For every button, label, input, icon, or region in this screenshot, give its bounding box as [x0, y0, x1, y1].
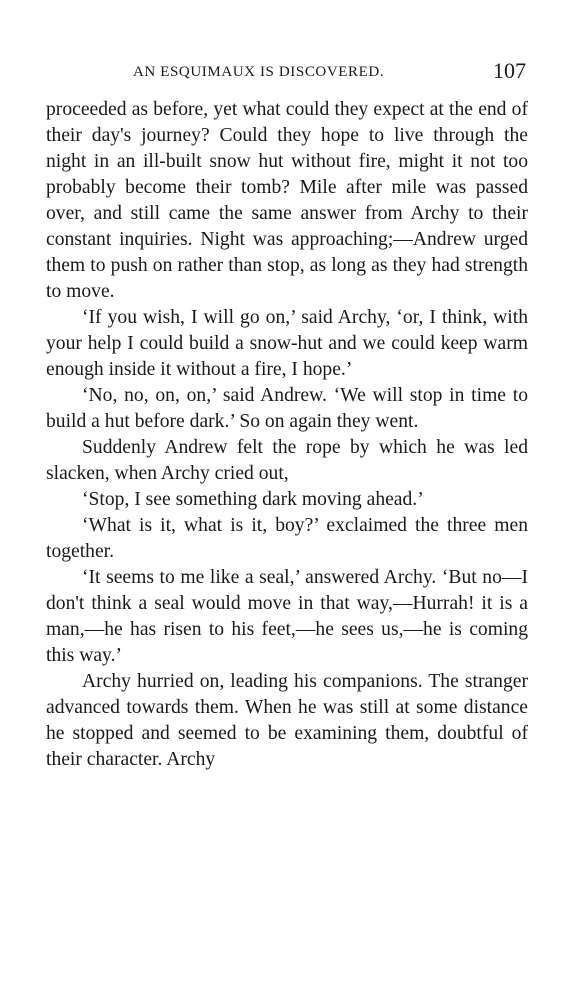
body-text	[46, 97, 528, 773]
paragraph: proceeded as before, yet what could they expect at the end of their day's journey? Could they hope to live through the night in an ill-built snow hut without fire, might it not too probably become their tomb? Mile after mile was passed over, and still came the same answer from Archy to their constant inquiries. Night was approaching;—Andrew urged them to push on rather than stop, as long as they had strength to move.	[46, 99, 528, 302]
paragraph: ‘What is it, what is it, boy?’ exclaimed the three men together.	[46, 515, 528, 562]
paragraph: Archy hurried on, leading his companions. The stranger advanced towards them. When he was still at some distance he stopped and seemed to be examining them, doubtful of their character. Archy	[46, 671, 528, 770]
page-number: 107	[493, 58, 526, 83]
running-head	[46, 58, 528, 88]
paragraph: ‘It seems to me like a seal,’ answered Archy. ‘But no—I don't think a seal would move in that way,—Hurrah! it is a man,—he has risen to his feet,—he sees us,—he is coming this way.’	[46, 567, 528, 666]
paragraph: ‘If you wish, I will go on,’ said Archy, ‘or, I think, with your help I could build a snow-hut and we could keep warm enough inside it without a fire, I hope.’	[46, 307, 528, 380]
paragraph: ‘No, no, on, on,’ said Andrew. ‘We will stop in time to build a hut before dark.’ So on again they went.	[46, 385, 528, 432]
chapter-running-title: AN ESQUIMAUX IS DISCOVERED.	[133, 64, 385, 80]
paragraph: Suddenly Andrew felt the rope by which he was led slacken, when Archy cried out,	[46, 437, 528, 484]
paragraph: ‘Stop, I see something dark moving ahead.’	[82, 489, 424, 510]
